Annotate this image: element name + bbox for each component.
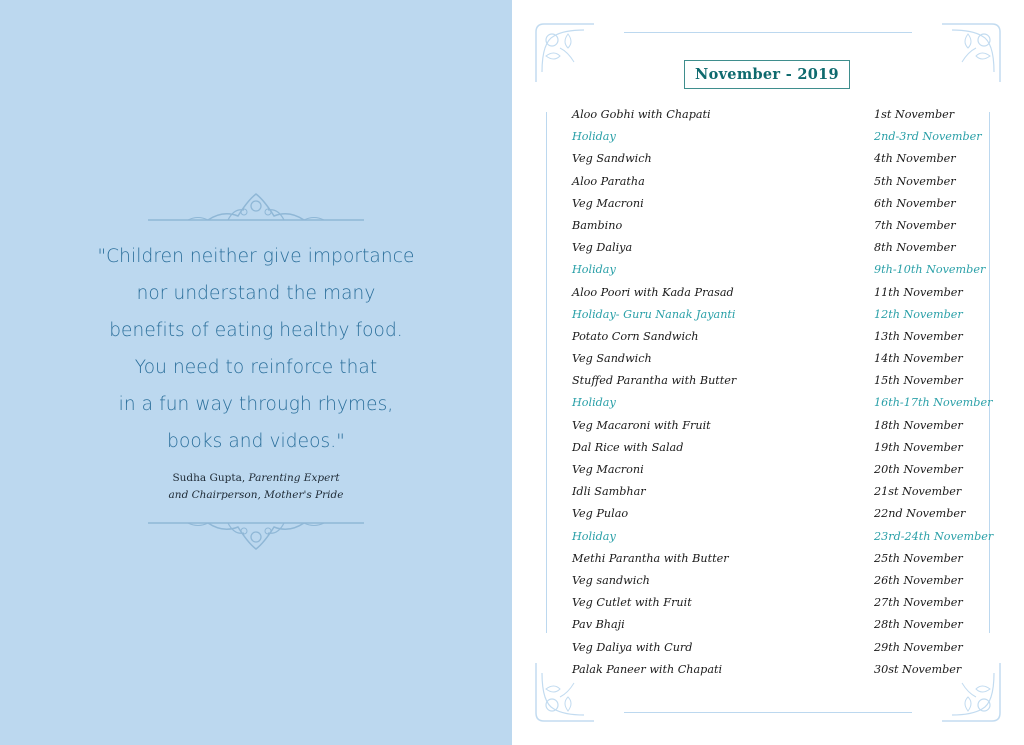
menu-dish: Holiday- Guru Nanak Jayanti bbox=[572, 307, 736, 321]
menu-date: 29th November bbox=[874, 640, 963, 654]
menu-row bbox=[572, 326, 1002, 348]
menu-date: 6th November bbox=[874, 196, 956, 210]
menu-dish: Veg Daliya with Curd bbox=[572, 640, 693, 654]
menu-dish: Dal Rice with Salad bbox=[572, 440, 684, 454]
quote-line: in a fun way through rhymes, bbox=[118, 394, 394, 415]
menu-date: 19th November bbox=[874, 440, 963, 454]
quote-line: You need to reinforce that bbox=[134, 357, 378, 378]
menu-dish: Idli Sambhar bbox=[572, 485, 646, 499]
menu-date: 7th November bbox=[874, 218, 956, 232]
menu-dish: Veg Pulao bbox=[572, 507, 629, 521]
menu-row bbox=[572, 548, 1002, 570]
quote-text bbox=[30, 238, 482, 460]
menu-row bbox=[572, 637, 1002, 659]
holiday-row bbox=[572, 304, 1002, 326]
author-org: Mother's Pride bbox=[264, 489, 344, 501]
menu-dish: Potato Corn Sandwich bbox=[572, 329, 699, 343]
menu-date: 28th November bbox=[874, 618, 963, 632]
menu-row bbox=[572, 348, 1002, 370]
menu-date: 16th-17th November bbox=[874, 396, 993, 410]
holiday-row bbox=[572, 392, 1002, 414]
author-name: Sudha Gupta, bbox=[172, 472, 246, 484]
menu-row bbox=[572, 459, 1002, 481]
menu-row bbox=[572, 503, 1002, 525]
menu-date: 27th November bbox=[874, 596, 963, 610]
menu-panel bbox=[512, 0, 1024, 745]
menu-dish: Veg Macroni bbox=[572, 463, 644, 476]
menu-row bbox=[572, 148, 1002, 170]
ornamental-divider-icon bbox=[148, 188, 364, 228]
menu-dish: Aloo Paratha bbox=[572, 174, 645, 188]
menu-date: 2nd-3rd November bbox=[874, 130, 982, 144]
frame-border-left bbox=[546, 112, 547, 633]
menu-date: 1st November bbox=[874, 108, 955, 121]
menu-date: 13th November bbox=[874, 329, 963, 343]
menu-date: 21st November bbox=[874, 485, 962, 499]
quote-attribution bbox=[60, 470, 452, 504]
menu-row bbox=[572, 481, 1002, 503]
menu-date: 8th November bbox=[874, 241, 956, 255]
menu-dish: Veg sandwich bbox=[572, 573, 650, 587]
menu-dish: Bambino bbox=[572, 218, 623, 232]
menu-row bbox=[572, 282, 1002, 304]
menu-row bbox=[572, 592, 1002, 614]
author-role: Parenting Expert bbox=[248, 472, 340, 484]
menu-date: 9th-10th November bbox=[874, 263, 986, 277]
menu-date: 11th November bbox=[874, 285, 963, 299]
menu-date: 18th November bbox=[874, 418, 963, 432]
quote-line: benefits of eating healthy food. bbox=[109, 320, 403, 341]
menu-dish: Veg Cutlet with Fruit bbox=[572, 596, 692, 610]
menu-date: 14th November bbox=[874, 352, 963, 366]
corner-flourish-icon bbox=[534, 22, 596, 84]
menu-date: 23rd-24th November bbox=[874, 529, 994, 543]
menu-row bbox=[572, 370, 1002, 392]
menu-list bbox=[572, 104, 1002, 681]
holiday-row bbox=[572, 526, 1002, 548]
menu-dish: Pav Bhaji bbox=[572, 618, 625, 632]
menu-row bbox=[572, 614, 1002, 636]
menu-date: 12th November bbox=[874, 307, 963, 321]
holiday-row bbox=[572, 259, 1002, 281]
menu-dish: Veg Daliya bbox=[572, 241, 633, 255]
ornamental-divider-icon bbox=[148, 515, 364, 555]
menu-dish: Veg Macaroni with Fruit bbox=[572, 418, 711, 432]
menu-row bbox=[572, 104, 1002, 126]
menu-dish: Veg Sandwich bbox=[572, 152, 652, 166]
menu-dish: Veg Macroni bbox=[572, 196, 644, 210]
menu-row bbox=[572, 193, 1002, 215]
menu-dish: Holiday bbox=[572, 529, 616, 543]
frame-border-bottom bbox=[624, 712, 912, 713]
menu-row bbox=[572, 659, 1002, 681]
quote-line: books and videos." bbox=[167, 431, 345, 452]
menu-dish: Aloo Gobhi with Chapati bbox=[572, 108, 711, 121]
month-title: November - 2019 bbox=[684, 60, 850, 89]
menu-date: 25th November bbox=[874, 551, 963, 565]
menu-row bbox=[572, 570, 1002, 592]
menu-dish: Palak Paneer with Chapati bbox=[572, 662, 723, 676]
menu-dish: Methi Parantha with Butter bbox=[572, 551, 729, 565]
menu-date: 22nd November bbox=[874, 507, 966, 521]
menu-date: 5th November bbox=[874, 174, 956, 188]
menu-row bbox=[572, 437, 1002, 459]
corner-flourish-icon bbox=[940, 22, 1002, 84]
menu-row bbox=[572, 415, 1002, 437]
menu-row bbox=[572, 215, 1002, 237]
menu-dish: Holiday bbox=[572, 130, 616, 144]
menu-row bbox=[572, 171, 1002, 193]
menu-date: 26th November bbox=[874, 573, 963, 587]
menu-dish: Holiday bbox=[572, 396, 616, 410]
menu-dish: Veg Sandwich bbox=[572, 352, 652, 366]
menu-date: 20th November bbox=[874, 463, 963, 476]
author-role-prefix: and Chairperson, bbox=[168, 489, 261, 501]
menu-date: 30st November bbox=[874, 662, 962, 676]
holiday-row bbox=[572, 126, 1002, 148]
menu-dish: Holiday bbox=[572, 263, 616, 277]
frame-border-top bbox=[624, 32, 912, 33]
menu-dish: Aloo Poori with Kada Prasad bbox=[572, 285, 734, 299]
quote-line: "Children neither give importance bbox=[97, 246, 415, 267]
menu-row bbox=[572, 237, 1002, 259]
menu-date: 15th November bbox=[874, 374, 963, 388]
menu-date: 4th November bbox=[874, 152, 956, 166]
quote-line: nor understand the many bbox=[136, 283, 376, 304]
menu-dish: Stuffed Parantha with Butter bbox=[572, 374, 737, 388]
